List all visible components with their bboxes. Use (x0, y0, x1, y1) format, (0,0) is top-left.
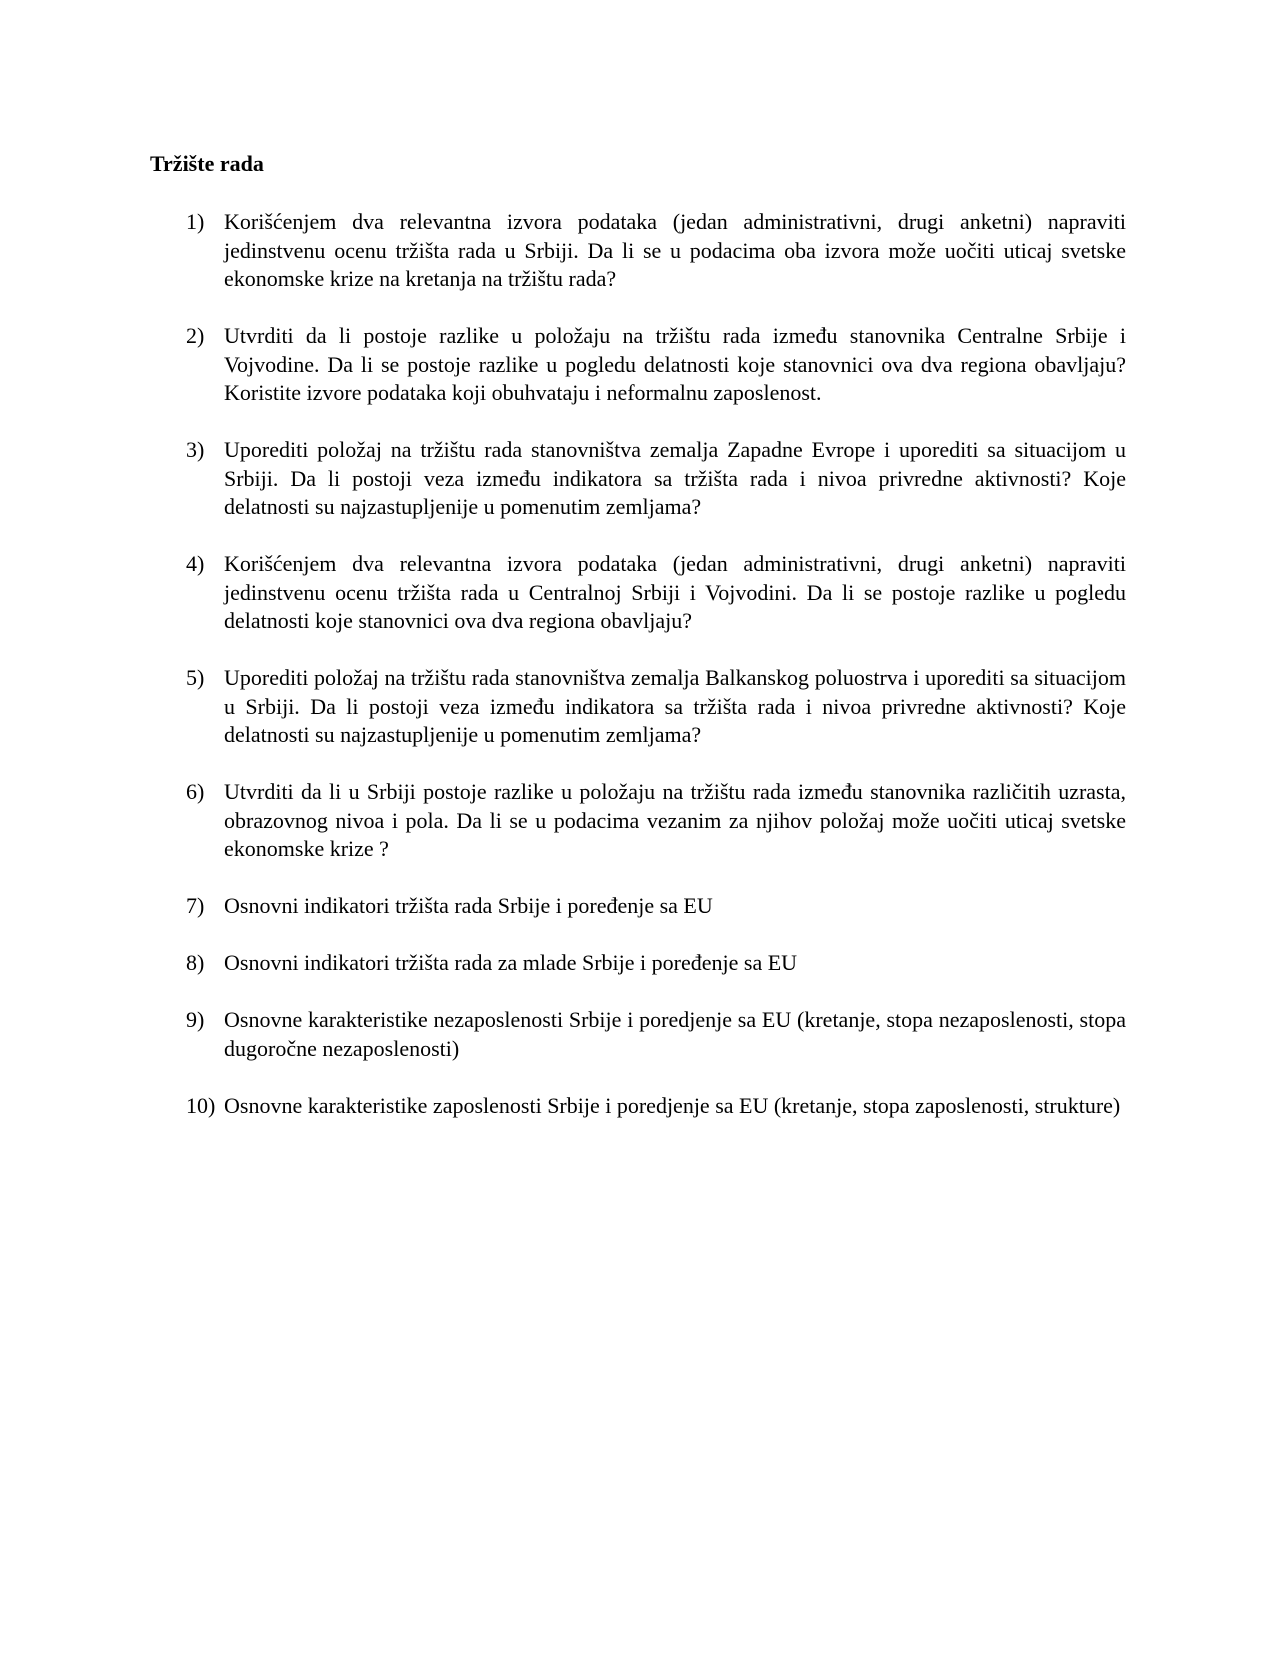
document-title: Tržište rada (150, 151, 264, 176)
list-item (186, 550, 1126, 636)
item-text: Uporediti položaj na tržištu rada stanovništva zemalja Balkanskog poluostrva i uporediti sa situacijom u Srbiji. Da li postoji veza između indikatora sa tržišta rada i nivoa privredne aktivnosti? Koje delatnosti su najzastupljenije u pomenutim zemljama? (224, 665, 1126, 747)
item-text: Osnovni indikatori tržišta rada Srbije i poređenje sa EU (224, 893, 713, 918)
item-number: 1) (186, 209, 205, 234)
list-item (186, 436, 1126, 522)
list-item (186, 1006, 1126, 1063)
item-number: 8) (186, 950, 205, 975)
task-list (186, 208, 1126, 1149)
item-number: 2) (186, 323, 205, 348)
list-item (186, 949, 1126, 978)
item-text: Utvrditi da li postoje razlike u položaju na tržištu rada između stanovnika Centralne Srbije i Vojvodine. Da li se postoje razlike u pogledu delatnosti koje stanovnici ova dva regiona obavljaju? Koristite izvore podataka koji obuhvataju i neformalnu zaposlenost. (224, 323, 1126, 405)
item-number: 6) (186, 779, 205, 804)
item-number: 9) (186, 1007, 205, 1032)
item-number: 5) (186, 665, 205, 690)
item-text: Korišćenjem dva relevantna izvora podataka (jedan administrativni, drugi anketni) napraviti jedinstvenu ocenu tržišta rada u Srbiji. Da li se u podacima oba izvora može uočiti uticaj svetske ekonomske krize na kretanja na tržištu rada? (224, 209, 1126, 291)
item-number: 7) (186, 893, 205, 918)
item-text: Utvrditi da li u Srbiji postoje razlike u položaju na tržištu rada između stanovnika različitih uzrasta, obrazovnog nivoa i pola. Da li se u podacima vezanim za njihov položaj može uočiti uticaj svetske ekonomske krize ? (224, 779, 1126, 861)
item-text: Osnovni indikatori tržišta rada za mlade Srbije i poređenje sa EU (224, 950, 798, 975)
item-number: 3) (186, 437, 205, 462)
item-number: 4) (186, 551, 205, 576)
list-item (186, 322, 1126, 408)
item-number: 10) (186, 1092, 216, 1118)
item-text: Uporediti položaj na tržištu rada stanovništva zemalja Zapadne Evrope i uporediti sa situacijom u Srbiji. Da li postoji veza između indikatora sa tržišta rada i nivoa privredne aktivnosti? Koje delatnosti su najzastupljenije u pomenutim zemljama? (224, 437, 1126, 519)
list-item (186, 208, 1126, 294)
item-text: Osnovne karakteristike zaposlenosti Srbije i poredjenje sa EU (kretanje, stopa zaposlenosti, strukture) (224, 1092, 1121, 1118)
list-item (186, 892, 1126, 921)
item-text: Osnovne karakteristike nezaposlenosti Srbije i poredjenje sa EU (kretanje, stopa nezaposlenosti, stopa dugoročne nezaposlenosti) (224, 1007, 1126, 1061)
list-item (186, 1092, 1126, 1121)
item-text: Korišćenjem dva relevantna izvora podataka (jedan administrativni, drugi anketni) napraviti jedinstvenu ocenu tržišta rada u Centralnoj Srbiji i Vojvodini. Da li se postoje razlike u pogledu delatnosti koje stanovnici ova dva regiona obavljaju? (224, 551, 1126, 633)
list-item (186, 664, 1126, 750)
list-item (186, 778, 1126, 864)
